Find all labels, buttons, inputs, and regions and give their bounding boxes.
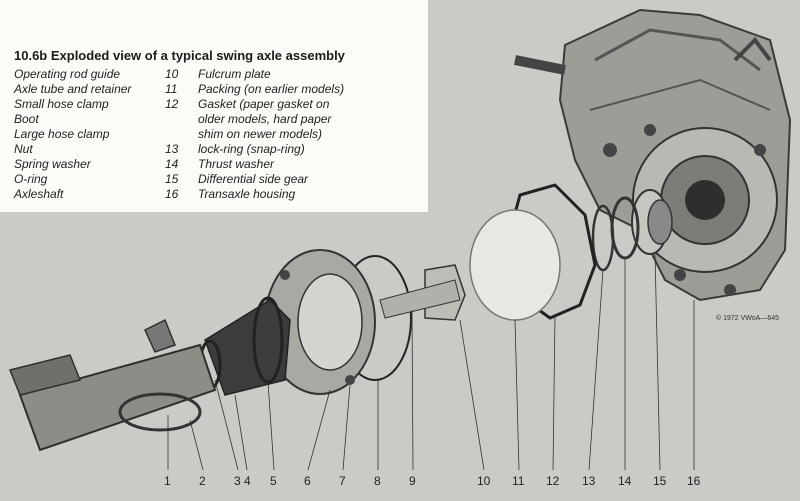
legend-item-8: O-ring [14,172,48,186]
legend-item-12-line-2: older models, hard paper [198,112,332,126]
legend-item-14: Thrust washer [198,157,275,171]
legend-num-15: 15 [165,172,179,186]
legend-num-16: 16 [165,187,179,201]
callout-9: 9 [409,474,416,488]
legend-item-12-line-1: Gasket (paper gasket on [198,97,330,111]
legend-item-6: Nut [14,142,33,156]
callout-12: 12 [546,474,560,488]
callout-16: 16 [687,474,701,488]
legend-item-13: lock-ring (snap-ring) [198,142,305,156]
callout-11: 11 [512,474,525,488]
legend-num-14: 14 [165,157,179,171]
legend-item-4: Boot [14,112,39,126]
callout-2: 2 [199,474,206,488]
legend-item-9: Axleshaft [14,187,64,201]
callout-6: 6 [304,474,311,488]
legend-item-16: Transaxle housing [198,187,296,201]
legend-item-15: Differential side gear [198,172,309,186]
callout-13: 13 [582,474,596,488]
legend-item-7: Spring washer [14,157,91,171]
legend-num-10: 10 [165,67,179,81]
legend-item-11: Packing (on earlier models) [198,82,345,96]
legend-item-2: Axle tube and retainer [14,82,132,96]
callout-8: 8 [374,474,381,488]
legend-num-12: 12 [165,97,179,111]
legend-num-13: 13 [165,142,179,156]
callout-10: 10 [477,474,491,488]
callout-14: 14 [618,474,632,488]
callout-1: 1 [164,474,171,488]
legend-item-5: Large hose clamp [14,127,110,141]
legend-item-12-line-3: shim on newer models) [198,127,323,141]
legend-item-3: Small hose clamp [14,97,109,111]
legend-panel [0,0,428,212]
figure-title: 10.6b Exploded view of a typical swing axle assembly [14,48,345,63]
legend-item-1: Operating rod guide [14,67,121,81]
legend-item-10: Fulcrum plate [198,67,271,81]
callout-15: 15 [653,474,667,488]
callout-3: 3 [234,474,241,488]
callout-4: 4 [244,474,251,488]
packing-drawing [470,210,560,320]
copyright-note: © 1972 VWoA—645 [716,315,780,322]
callout-5: 5 [270,474,277,488]
callout-7: 7 [339,474,346,488]
legend-num-11: 11 [165,82,178,96]
